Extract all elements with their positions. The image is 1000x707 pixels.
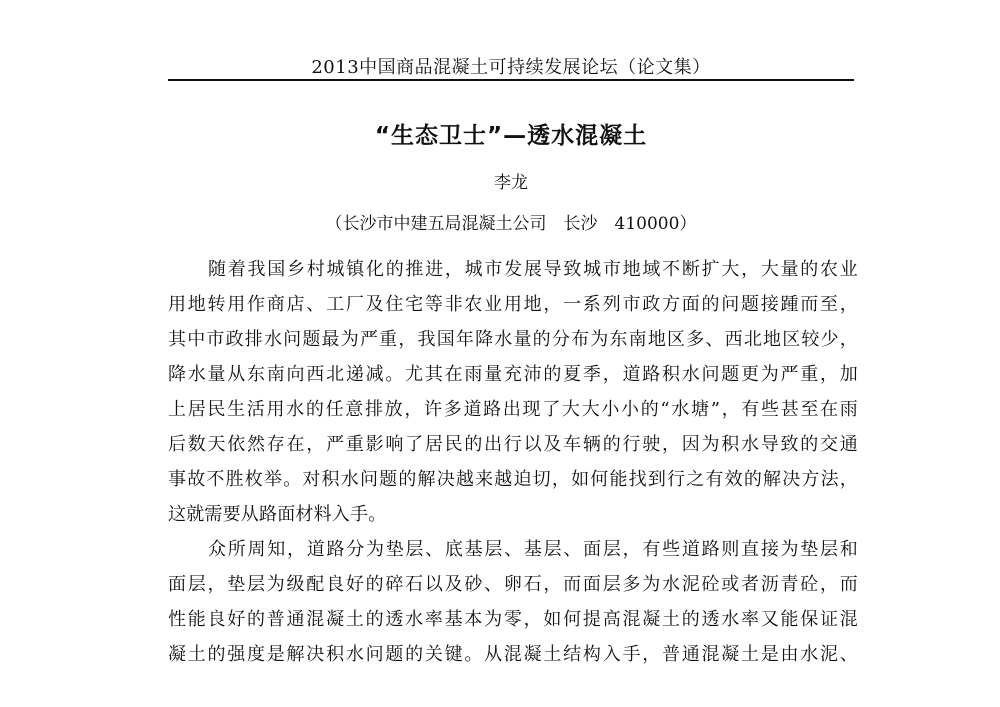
author-name: 李龙 [494, 173, 528, 193]
text-line: 用地转用作商店、工厂及住宅等非农业用地，一系列市政方面的问题接踵而至， [168, 294, 858, 315]
text-line: 事故不胜枚举。对积水问题的解决越来越迫切，如何能找到行之有效的解决方法， [168, 469, 858, 490]
paragraph-1 [168, 252, 858, 532]
author-affiliation: （长沙市中建五局混凝土公司 长沙 410000） [325, 214, 697, 234]
text-line: 后数天依然存在，严重影响了居民的出行以及车辆的行驶，因为积水导致的交通 [168, 434, 858, 455]
text-line: 性能良好的普通混凝土的透水率基本为零，如何提高混凝土的透水率又能保证混 [168, 609, 858, 630]
paper-title: “生态卫士”—透水混凝土 [374, 123, 648, 149]
text-line: 面层，垫层为级配良好的碎石以及砂、卵石，而面层多为水泥砼或者沥青砼，而 [168, 574, 858, 595]
text-line: 其中市政排水问题最为严重，我国年降水量的分布为东南地区多、西北地区较少， [168, 329, 858, 350]
paragraph-2 [168, 532, 858, 672]
text-line: 这就需要从路面材料入手。 [168, 504, 387, 525]
running-header: 2013中国商品混凝土可持续发展论坛（论文集） [311, 57, 711, 78]
text-line: 众所周知，道路分为垫层、底基层、基层、面层，有些道路则直接为垫层和 [208, 539, 858, 560]
text-line: 上居民生活用水的任意排放，许多道路出现了大大小小的“水塘”，有些甚至在雨 [168, 399, 858, 420]
text-line: 随着我国乡村城镇化的推进，城市发展导致城市地域不断扩大，大量的农业 [208, 259, 858, 280]
text-line: 降水量从东南向西北递减。尤其在雨量充沛的夏季，道路积水问题更为严重，加 [168, 364, 858, 385]
text-line: 凝土的强度是解决积水问题的关键。从混凝土结构入手，普通混凝土是由水泥、 [168, 644, 858, 665]
header-rule [168, 79, 854, 81]
body-text [168, 252, 858, 672]
